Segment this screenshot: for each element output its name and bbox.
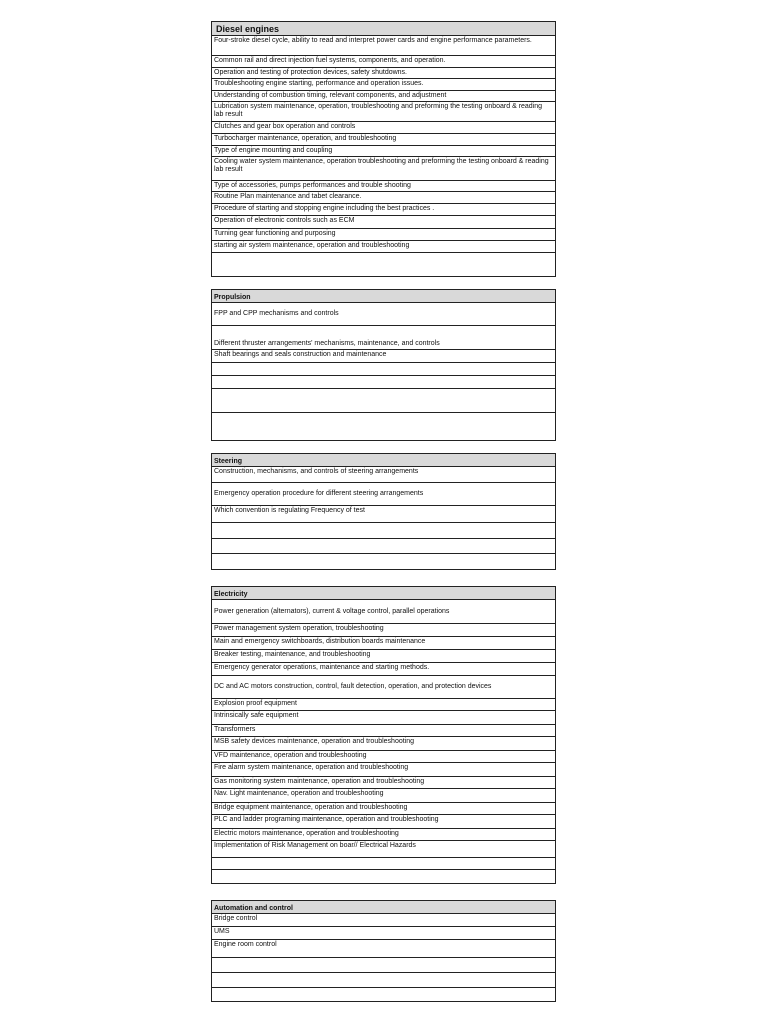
table-row	[212, 973, 555, 988]
table-row	[212, 958, 555, 973]
section-title: Electricity	[211, 586, 556, 600]
table-row: Operation and testing of protection devices, safety shutdowns.	[212, 68, 555, 79]
section-propulsion	[211, 289, 556, 441]
table-row: Lubrication system maintenance, operation, troubleshooting and preforming the testing onboard & reading lab result	[212, 102, 555, 122]
section-title: Propulsion	[211, 289, 556, 303]
table-row: VFD maintenance, operation and troubleshooting	[212, 751, 555, 763]
table-row	[212, 389, 555, 413]
table-row: Understanding of combustion timing, relevant components, and adjustment	[212, 91, 555, 102]
table-row: Emergency operation procedure for different steering arrangements	[212, 483, 555, 506]
table-row: Which convention is regulating Frequency of test	[212, 506, 555, 523]
section-title: Automation and control	[211, 900, 556, 914]
table-row: Turning gear functioning and purposing	[212, 229, 555, 241]
table-row: Bridge control	[212, 914, 555, 927]
table-row: starting air system maintenance, operation and troubleshooting	[212, 241, 555, 253]
table-row: Different thruster arrangements' mechanisms, maintenance, and controls	[212, 326, 555, 350]
table-row: Intrinsically safe equipment	[212, 711, 555, 725]
table-row: Emergency generator operations, maintenance and starting methods.	[212, 663, 555, 676]
table-row: Clutches and gear box operation and controls	[212, 122, 555, 134]
table-row: Breaker testing, maintenance, and troubleshooting	[212, 650, 555, 663]
table-row	[212, 554, 555, 570]
table-row: Transformers	[212, 725, 555, 737]
table-row: Construction, mechanisms, and controls of steering arrangements	[212, 467, 555, 483]
table-row	[212, 376, 555, 389]
table-row: Four-stroke diesel cycle, ability to read and interpret power cards and engine performance parameters.	[212, 36, 555, 56]
table-row: Troubleshooting engine starting, performance and operation issues.	[212, 79, 555, 91]
table-row: Fire alarm system maintenance, operation and troubleshooting	[212, 763, 555, 777]
table-row: Common rail and direct injection fuel systems, components, and operation.	[212, 56, 555, 68]
table-row: Procedure of starting and stopping engine including the best practices .	[212, 204, 555, 216]
table-row: Electric motors maintenance, operation and troubleshooting	[212, 829, 555, 841]
table-row: Shaft bearings and seals construction and maintenance	[212, 350, 555, 363]
table-row: UMS	[212, 927, 555, 940]
table-row: Nav. Light maintenance, operation and troubleshooting	[212, 789, 555, 803]
table-row: Type of accessories, pumps performances and trouble shooting	[212, 181, 555, 192]
table-row: PLC and ladder programing maintenance, operation and troubleshooting	[212, 815, 555, 829]
section-steering	[211, 453, 556, 570]
table-row: MSB safety devices maintenance, operation and troubleshooting	[212, 737, 555, 751]
table-row	[212, 870, 555, 884]
table-row: Gas monitoring system maintenance, operation and troubleshooting	[212, 777, 555, 789]
table-row: Power management system operation, troubleshooting	[212, 624, 555, 637]
section-title: Steering	[211, 453, 556, 467]
table-row	[212, 363, 555, 376]
table-row: Type of engine mounting and coupling	[212, 146, 555, 157]
table-row	[212, 858, 555, 870]
table-row: Cooling water system maintenance, operation troubleshooting and preforming the testing onboard & reading lab result	[212, 157, 555, 181]
table-row	[212, 253, 555, 277]
section-electricity	[211, 586, 556, 884]
section-title: Diesel engines	[211, 21, 556, 36]
table-row: Turbocharger maintenance, operation, and troubleshooting	[212, 134, 555, 146]
table-row: Bridge equipment maintenance, operation and troubleshooting	[212, 803, 555, 815]
table-row	[212, 988, 555, 1002]
table-row: Power generation (alternators), current & voltage control, parallel operations	[212, 600, 555, 624]
table-row	[212, 539, 555, 554]
section-automation-and-control	[211, 900, 556, 1002]
table-row	[212, 413, 555, 441]
table-row: Main and emergency switchboards, distribution boards maintenance	[212, 637, 555, 650]
table-row: Engine room control	[212, 940, 555, 958]
table-row	[212, 523, 555, 539]
checklist-sheet	[211, 21, 556, 1002]
table-row: FPP and CPP mechanisms and controls	[212, 303, 555, 326]
table-row: Operation of electronic controls such as ECM	[212, 216, 555, 229]
table-row: Implementation of Risk Management on boar// Electrical Hazards	[212, 841, 555, 858]
table-row: Routine Plan maintenance and tabet clearance.	[212, 192, 555, 204]
table-row: Explosion proof equipment	[212, 699, 555, 711]
section-diesel-engines	[211, 21, 556, 277]
table-row: DC and AC motors construction, control, fault detection, operation, and protection devices	[212, 676, 555, 699]
